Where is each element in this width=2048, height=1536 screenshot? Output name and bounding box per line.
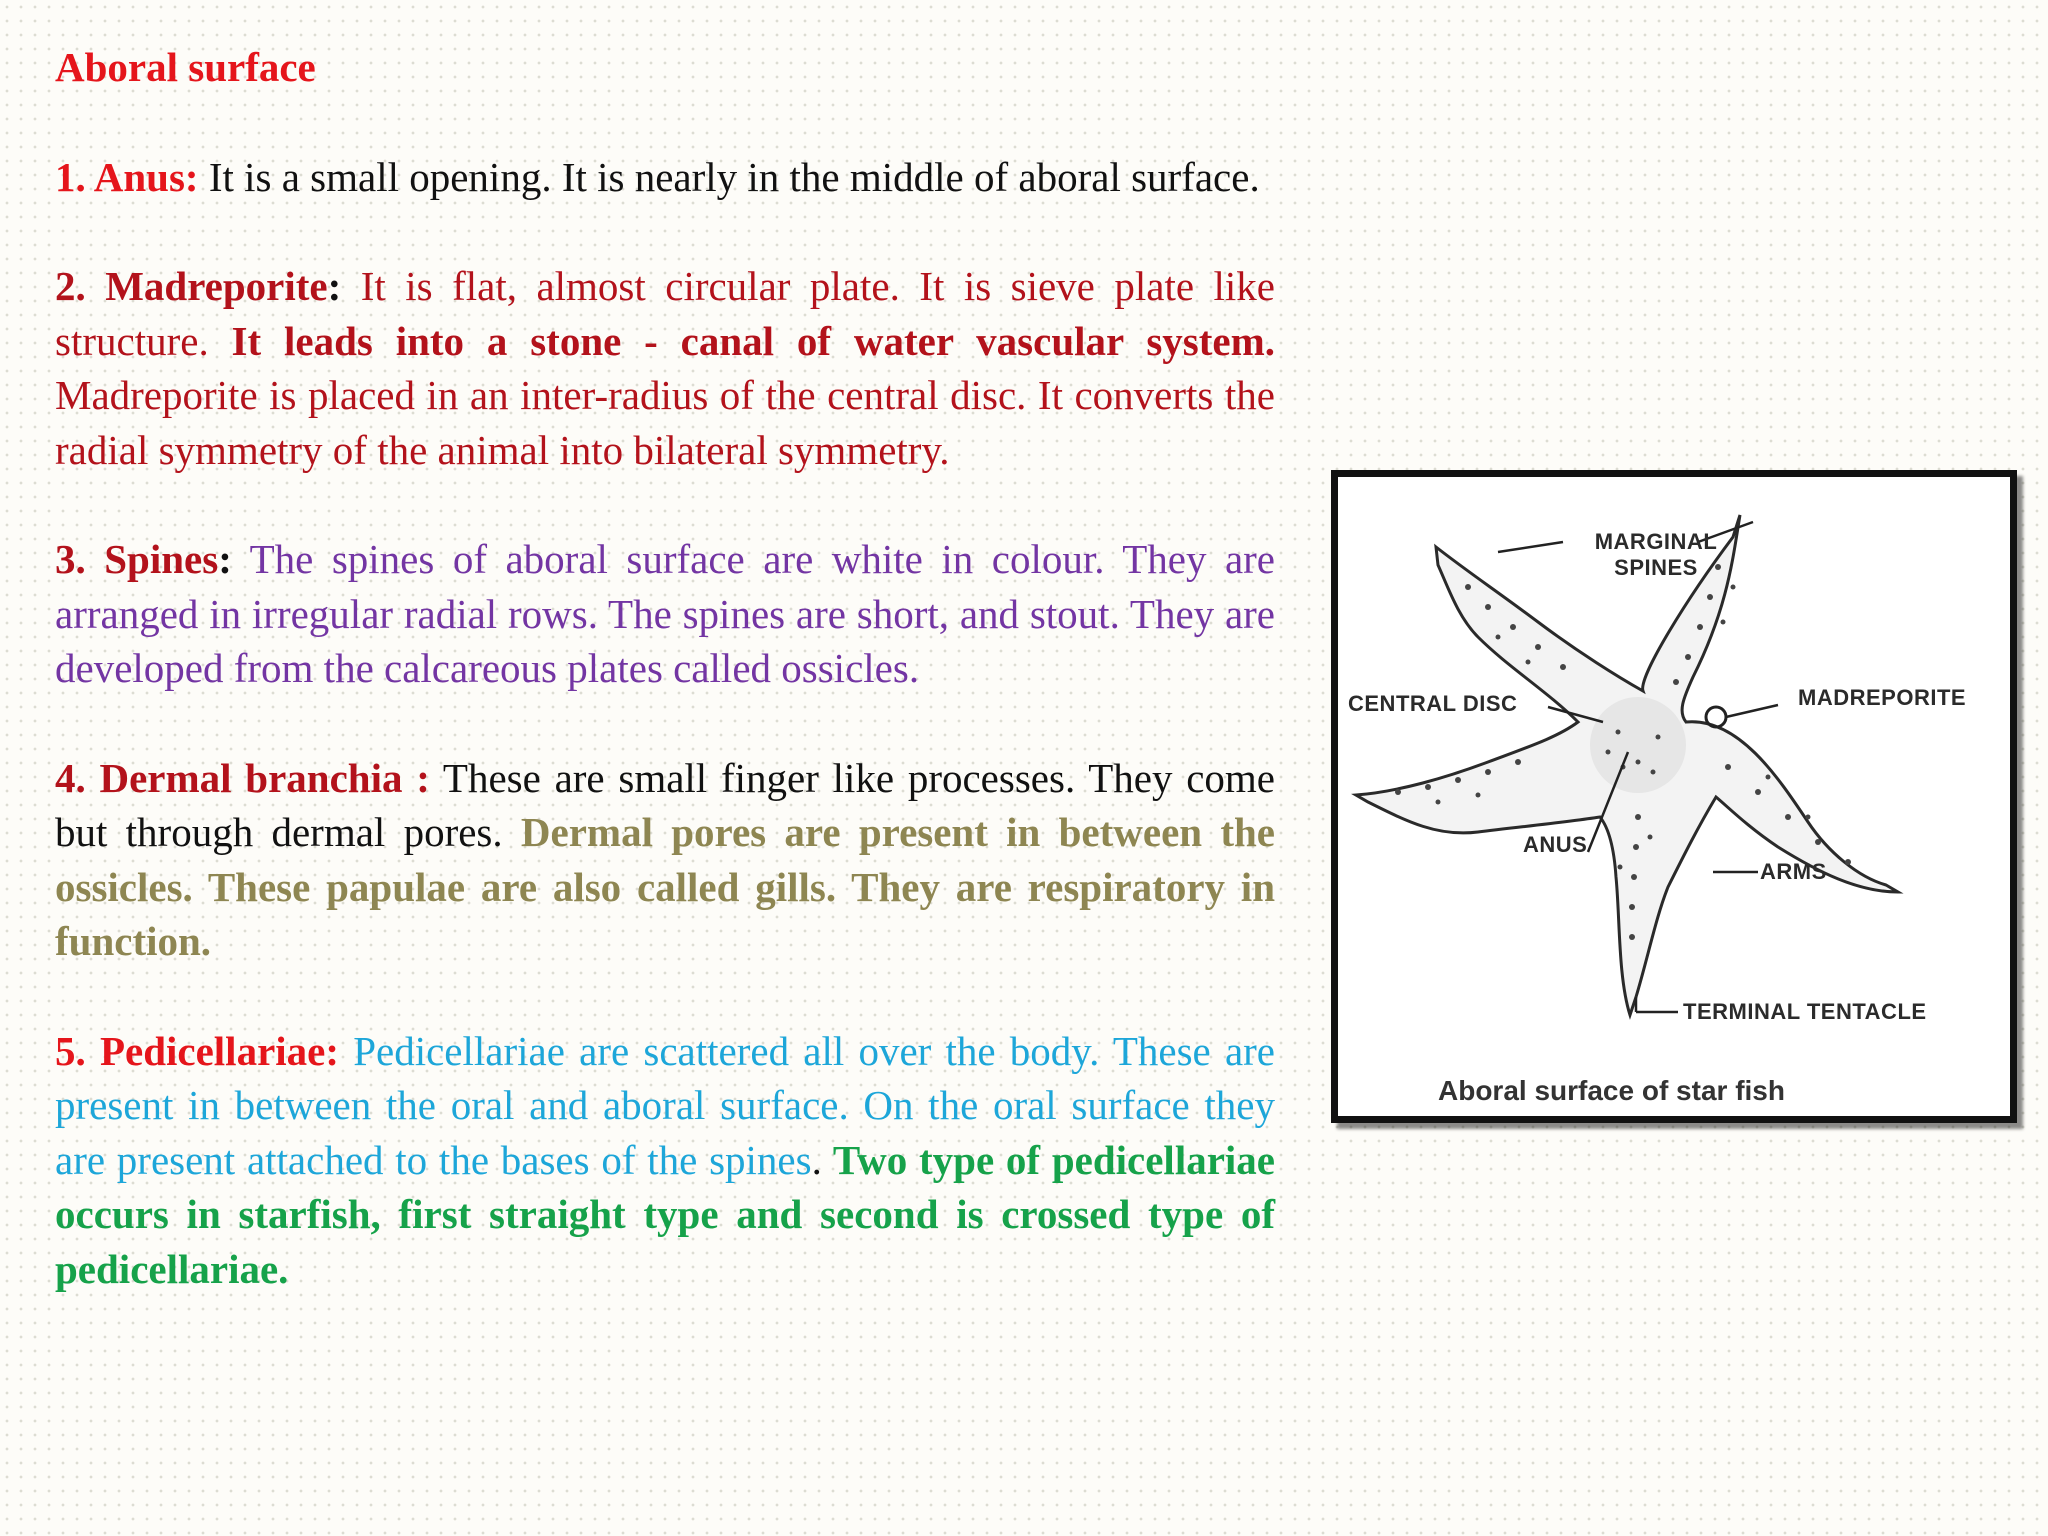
madreporite-bold-text: It leads into a stone - canal of water vascular system. bbox=[231, 317, 1275, 364]
paragraph-pedicellariae bbox=[55, 1024, 1275, 1297]
page-title: Aboral surface bbox=[55, 44, 316, 90]
madreporite-text-1: It is flat, almost circular plate. It is sieve plate like structure. bbox=[55, 263, 1275, 364]
paragraph-spines bbox=[55, 532, 1275, 696]
label-central-disc: CENTRAL DISC bbox=[1348, 691, 1518, 716]
paragraph-madreporite bbox=[55, 259, 1275, 477]
spines-colon: : bbox=[218, 536, 232, 582]
madreporite-shape bbox=[1706, 707, 1726, 727]
dermal-branchia-heading: 4. Dermal branchia : bbox=[55, 754, 430, 801]
madreporite-colon: : bbox=[327, 263, 342, 309]
pedicellariae-heading: 5. Pedicellariae: bbox=[55, 1027, 340, 1074]
pedicellariae-text: Pedicellariae are scattered all over the body. These are present in between the oral and aboral surface. On the oral surface they are present attached to the bases of the spines bbox=[55, 1027, 1275, 1183]
starfish-figure bbox=[1331, 470, 2017, 1123]
dermal-branchia-text: These are small finger like processes. They come but through dermal pores. bbox=[55, 754, 1275, 855]
text-column bbox=[55, 40, 1275, 1296]
label-terminal-tentacle: TERMINAL TENTACLE bbox=[1683, 999, 1927, 1024]
paragraph-dermal-branchia bbox=[55, 751, 1275, 969]
spines-heading: 3. Spines bbox=[55, 536, 219, 582]
starfish-diagram bbox=[1338, 477, 2010, 1116]
spines-text: The spines of aboral surface are white in colour. They are arranged in irregular radial rows. The spines are short, and stout. They are developed from the calcareous plates called ossicles. bbox=[55, 536, 1276, 691]
label-marginal-spines-2: SPINES bbox=[1614, 555, 1698, 580]
label-arms: ARMS bbox=[1760, 859, 1827, 884]
label-anus: ANUS bbox=[1523, 832, 1588, 857]
madreporite-heading: 2. Madreporite bbox=[55, 263, 328, 309]
figure-caption: Aboral surface of star fish bbox=[1438, 1075, 1785, 1106]
anus-heading: 1. Anus: bbox=[55, 153, 199, 200]
pedicellariae-bold-text: Two type of pedicellariae occurs in starfish, first straight type and second is crossed type of pedicellariae. bbox=[55, 1136, 1276, 1292]
paragraph-anus bbox=[55, 150, 1275, 205]
anus-text: It is a small opening. It is nearly in the middle of aboral surface. bbox=[198, 153, 1260, 200]
dermal-branchia-bold-text: Dermal pores are present in between the ossicles. These papulae are also called gills. They are respiratory in function. bbox=[55, 809, 1275, 964]
label-madreporite: MADREPORITE bbox=[1798, 685, 1967, 710]
pedicellariae-period: . bbox=[811, 1136, 822, 1183]
madreporite-text-2: Madreporite is placed in an inter-radius of the central disc. It converts the radial symmetry of the animal into bilateral symmetry. bbox=[55, 372, 1275, 473]
central-disc-shape bbox=[1590, 697, 1686, 793]
label-marginal-spines-1: MARGINAL bbox=[1594, 529, 1718, 554]
